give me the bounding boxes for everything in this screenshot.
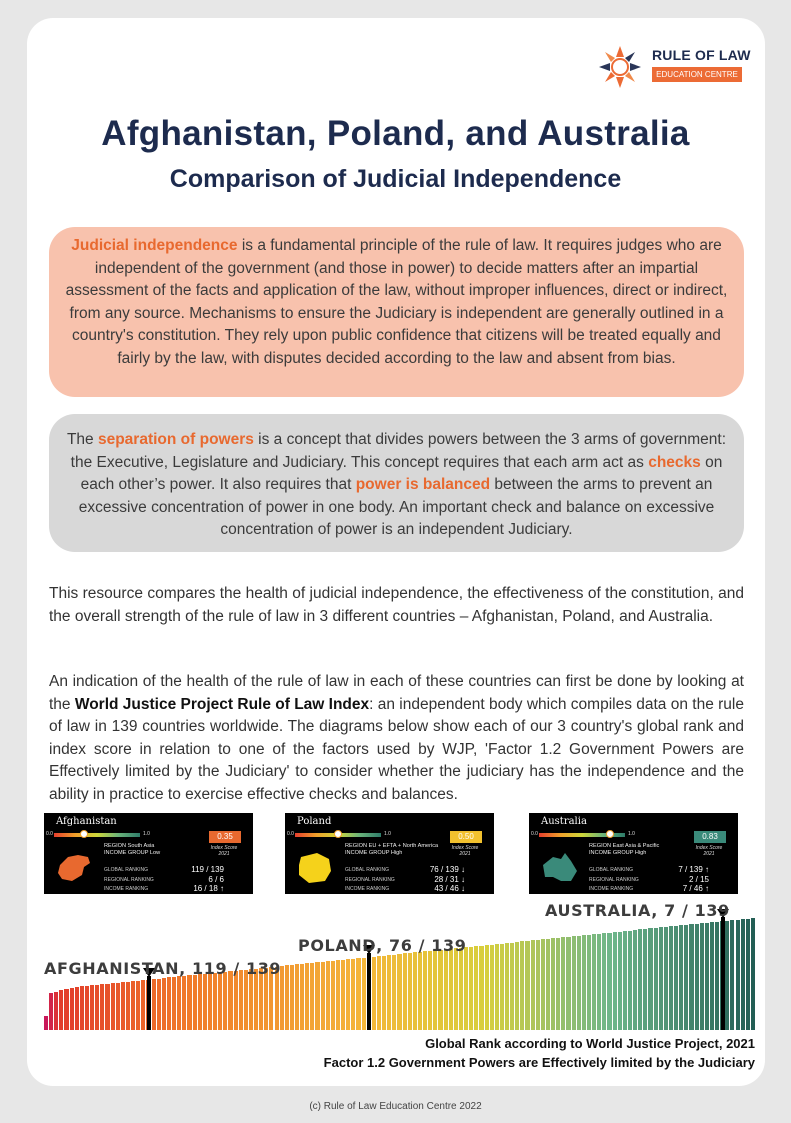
country-bar xyxy=(597,934,601,1030)
country-bar xyxy=(198,974,202,1030)
country-bar xyxy=(485,945,489,1030)
global-ranking-row xyxy=(104,867,224,873)
country-bar xyxy=(566,937,570,1030)
country-bar xyxy=(372,957,376,1030)
country-card-australia xyxy=(529,813,738,894)
country-bar xyxy=(172,977,176,1030)
country-bar xyxy=(90,985,94,1030)
country-bar xyxy=(561,937,565,1030)
regional-ranking-row xyxy=(589,877,709,883)
country-bar xyxy=(546,939,550,1030)
country-bar xyxy=(44,1016,48,1030)
country-bar xyxy=(397,954,401,1030)
country-bar xyxy=(592,934,596,1030)
regional-ranking-value: 6 / 6 xyxy=(208,875,224,884)
country-bar xyxy=(618,932,622,1030)
country-bar xyxy=(300,964,304,1030)
chart-caption-2: Factor 1.2 Government Powers are Effectively limited by the Judiciary xyxy=(323,1055,755,1070)
index-score-badge: 0.50 xyxy=(450,831,482,843)
country-bar xyxy=(638,929,642,1030)
country-bar xyxy=(684,925,688,1030)
country-bar xyxy=(643,929,647,1030)
country-bar xyxy=(331,961,335,1030)
regional-ranking-label: REGIONAL RANKING xyxy=(104,877,154,883)
box2-text-4: between the arms to prevent an excessive concentration of power in one body. An important check and balance on excessive concentration of power is an independent Judiciary. xyxy=(78,476,715,538)
box2-text-2: is a concept that divides powers between the 3 arms of government: the Executive, Legislature and Judiciary. This concept requires that each arm act as xyxy=(70,431,727,471)
country-bar xyxy=(438,950,442,1030)
footer: (c) Rule of Law Education Centre 2022 xyxy=(309,1101,482,1112)
country-bar xyxy=(413,952,417,1030)
logo xyxy=(596,43,751,87)
region-info xyxy=(345,843,438,857)
country-bar xyxy=(408,953,412,1030)
country-bar xyxy=(746,919,750,1030)
global-ranking-value: 7 / 139 ↑ xyxy=(678,865,709,874)
country-bar xyxy=(64,989,68,1030)
income-ranking-value: 16 / 18 ↑ xyxy=(193,884,224,893)
global-ranking-row xyxy=(589,867,709,873)
country-bar xyxy=(515,942,519,1030)
income-group-line: INCOME GROUP Low xyxy=(104,850,161,856)
country-bar xyxy=(193,975,197,1030)
regional-ranking-value: 2 / 15 xyxy=(688,875,709,884)
country-bar xyxy=(505,943,509,1030)
region-line: REGION EU + EFTA + North America xyxy=(345,843,439,849)
rank-marker-bar xyxy=(367,953,371,1030)
region-info xyxy=(589,843,659,857)
country-bar xyxy=(223,972,227,1030)
score-track xyxy=(54,833,140,837)
country-bar xyxy=(520,941,524,1030)
income-ranking-row xyxy=(589,886,709,892)
country-bar xyxy=(167,977,171,1030)
country-bar xyxy=(741,919,745,1030)
income-ranking-row xyxy=(104,886,224,892)
scale-max: 1.0 xyxy=(384,831,391,837)
country-bar xyxy=(239,970,243,1030)
country-bar xyxy=(131,981,135,1030)
country-bar xyxy=(531,940,535,1030)
country-bar xyxy=(75,987,79,1030)
country-bar xyxy=(444,949,448,1030)
country-bar xyxy=(244,970,248,1030)
index-score-label: Index Score 2021 xyxy=(210,845,238,857)
country-bar xyxy=(459,948,463,1030)
income-group-line: INCOME GROUP High xyxy=(589,850,647,856)
country-bar xyxy=(623,931,627,1030)
index-score-label: Index Score 2021 xyxy=(451,845,479,857)
country-bar xyxy=(377,956,381,1030)
income-ranking-label: INCOME RANKING xyxy=(589,886,634,892)
country-bar xyxy=(715,922,719,1030)
country-map-icon xyxy=(539,851,579,890)
country-bar xyxy=(587,935,591,1030)
income-ranking-label: INCOME RANKING xyxy=(104,886,149,892)
income-group-line: INCOME GROUP High xyxy=(345,850,403,856)
country-bar xyxy=(95,985,99,1030)
country-bar xyxy=(54,992,58,1030)
region-line: REGION South Asia xyxy=(104,843,155,849)
regional-ranking-label: REGIONAL RANKING xyxy=(345,877,395,883)
country-bar xyxy=(290,965,294,1030)
country-bar xyxy=(613,932,617,1030)
country-bar xyxy=(654,928,658,1030)
country-bar xyxy=(705,923,709,1030)
country-bar xyxy=(689,924,693,1030)
country-bar xyxy=(49,993,53,1030)
term-judicial-independence: Judicial independence xyxy=(71,237,238,254)
country-map-icon xyxy=(54,851,94,890)
scale-min: 0.0 xyxy=(287,831,294,837)
country-bar xyxy=(479,946,483,1030)
country-bar xyxy=(469,947,473,1030)
global-ranking-label: GLOBAL RANKING xyxy=(589,867,633,873)
country-bar xyxy=(285,965,289,1030)
intro-paragraph: This resource compares the health of judicial independence, the effectiveness of the constitution, and the overall strength of the rule of law in 3 different countries – Afghanistan, Poland, and Australia. xyxy=(49,585,744,625)
country-bar xyxy=(674,926,678,1030)
country-bar xyxy=(700,923,704,1030)
wjp-text-b: : an independent body which compiles data on the rule of law in 139 countries worldwide. The diagrams below show each of our 3 country's global rank and index score in relation to one of the factors used by WJP, 'Factor 1.2 Government Powers are Effectively limited by the Judiciary' to consider whether the judiciary has the independence and the ability in practice to exercise effective checks and balances. xyxy=(49,695,744,803)
country-bar xyxy=(351,959,355,1030)
country-bar xyxy=(177,976,181,1030)
global-ranking-value: 76 / 139 ↓ xyxy=(429,865,465,874)
country-name: Afghanistan xyxy=(56,816,117,827)
country-bar xyxy=(454,948,458,1030)
country-bar xyxy=(182,976,186,1030)
country-map-icon xyxy=(295,851,335,890)
country-bar xyxy=(85,986,89,1030)
country-bar xyxy=(551,938,555,1030)
country-bar xyxy=(423,951,427,1030)
country-bar xyxy=(356,958,360,1030)
index-score-badge: 0.83 xyxy=(694,831,726,843)
region-info xyxy=(104,843,160,857)
scale-min: 0.0 xyxy=(46,831,53,837)
country-bar xyxy=(695,924,699,1030)
country-bar xyxy=(541,939,545,1030)
country-bar xyxy=(121,982,125,1030)
country-bar xyxy=(100,984,104,1030)
country-bar xyxy=(346,959,350,1030)
country-bar xyxy=(382,956,386,1030)
judicial-independence-box xyxy=(49,227,744,397)
term-separation-of-powers: separation of powers xyxy=(97,431,254,448)
term-power-is-balanced: power is balanced xyxy=(355,476,491,493)
country-bar xyxy=(525,941,529,1030)
country-bar xyxy=(387,955,391,1030)
page-subtitle: Comparison of Judicial Independence xyxy=(169,165,622,193)
country-bar xyxy=(321,962,325,1030)
country-bar xyxy=(582,935,586,1030)
country-bar xyxy=(157,979,161,1030)
score-knob xyxy=(334,830,342,838)
country-bar xyxy=(433,950,437,1030)
wjp-text-a: An indication of the health of the rule of law in each of these countries can first be done by looking at the xyxy=(49,673,744,713)
rank-marker-bar xyxy=(721,917,725,1030)
country-bar xyxy=(341,960,345,1030)
country-bar xyxy=(326,961,330,1030)
wjp-index-name: World Justice Project Rule of Law Index xyxy=(74,695,370,713)
country-rank-label: AUSTRALIA, 7 / 139 xyxy=(545,901,730,920)
logo-title: RULE OF LAW xyxy=(652,47,751,63)
region-line: REGION East Asia & Pacific xyxy=(589,843,660,849)
country-bar xyxy=(152,979,156,1030)
country-bar xyxy=(111,983,115,1030)
country-bar xyxy=(208,973,212,1030)
country-bar xyxy=(218,972,222,1030)
wjp-paragraph xyxy=(49,671,744,806)
country-bar xyxy=(126,982,130,1030)
country-bar xyxy=(59,990,63,1030)
regional-ranking-row xyxy=(345,877,465,883)
country-bar xyxy=(162,978,166,1030)
chart-caption-1: Global Rank according to World Justice Project, 2021 xyxy=(425,1036,755,1051)
term-checks: checks xyxy=(648,453,701,471)
country-bar xyxy=(310,963,314,1030)
country-bar xyxy=(392,955,396,1030)
country-bar xyxy=(490,945,494,1030)
regional-ranking-label: REGIONAL RANKING xyxy=(589,877,639,883)
country-bar xyxy=(362,958,366,1030)
country-bar xyxy=(136,981,140,1030)
country-bar xyxy=(464,947,468,1030)
country-bar xyxy=(607,933,611,1030)
box2-text-1: The xyxy=(66,431,98,448)
country-bar xyxy=(234,971,238,1030)
country-bar xyxy=(510,943,514,1030)
page-title: Afghanistan, Poland, and Australia xyxy=(101,114,690,153)
country-bar xyxy=(428,951,432,1030)
country-bar xyxy=(141,980,145,1030)
country-bar xyxy=(105,984,109,1030)
country-bar xyxy=(449,949,453,1030)
country-bar xyxy=(295,964,299,1030)
country-bar xyxy=(403,953,407,1030)
regional-ranking-row xyxy=(104,877,224,883)
country-bar xyxy=(315,962,319,1030)
country-bar xyxy=(679,925,683,1030)
country-bar xyxy=(710,922,714,1030)
country-bar xyxy=(664,927,668,1030)
country-bar xyxy=(648,928,652,1030)
country-bar xyxy=(187,975,191,1030)
scale-max: 1.0 xyxy=(143,831,150,837)
country-bar xyxy=(602,933,606,1030)
income-ranking-value: 43 / 46 ↓ xyxy=(434,884,465,893)
country-card-poland xyxy=(285,813,494,894)
country-rank-label: AFGHANISTAN, 119 / 139 xyxy=(44,959,282,978)
logo-subtitle: EDUCATION CENTRE xyxy=(652,67,742,82)
country-bar xyxy=(418,952,422,1030)
country-bar xyxy=(213,973,217,1030)
country-bar xyxy=(633,930,637,1030)
country-bar xyxy=(725,921,729,1030)
global-ranking-row xyxy=(345,867,465,873)
country-bar xyxy=(730,920,734,1030)
country-bar xyxy=(70,988,74,1030)
country-bar xyxy=(628,931,632,1030)
index-score-badge: 0.35 xyxy=(209,831,241,843)
global-ranking-value: 119 / 139 xyxy=(191,865,224,874)
country-bar xyxy=(336,960,340,1030)
box2-text-3: on each other’s power. It also requires that xyxy=(80,453,723,493)
country-bar xyxy=(572,936,576,1030)
country-bar xyxy=(495,944,499,1030)
box1-text: is a fundamental principle of the rule of law. It requires judges who are independent of the government (and those in power) to decide matters after an impartial assessment of the facts and application of the law, without improper influences, direct or indirect, from any source. Mechanisms to ensure the Judiciary is independent are generally outlined in a country's constitution. They rely upon public confidence that citizens will be treated equally and fairly by the law, with disputes decided according to the law and absent from bias. xyxy=(65,237,728,367)
country-bar xyxy=(577,936,581,1030)
country-bar xyxy=(249,969,253,1030)
income-ranking-label: INCOME RANKING xyxy=(345,886,390,892)
country-bar xyxy=(305,963,309,1030)
country-bar xyxy=(736,920,740,1030)
global-ranking-label: GLOBAL RANKING xyxy=(345,867,389,873)
country-bar xyxy=(751,918,755,1030)
regional-ranking-value: 28 / 31 ↓ xyxy=(434,875,465,884)
index-score-label: Index Score 2021 xyxy=(695,845,723,857)
global-ranking-label: GLOBAL RANKING xyxy=(104,867,148,873)
income-ranking-row xyxy=(345,886,465,892)
rank-marker-bar xyxy=(147,976,151,1030)
scale-max: 1.0 xyxy=(628,831,635,837)
country-bar xyxy=(556,938,560,1030)
country-bar xyxy=(80,986,84,1030)
country-bar xyxy=(669,926,673,1030)
country-name: Poland xyxy=(297,816,332,827)
country-bar xyxy=(203,974,207,1030)
country-card-afghanistan xyxy=(44,813,253,894)
country-bar xyxy=(474,946,478,1030)
income-ranking-value: 7 / 46 ↑ xyxy=(682,884,709,893)
scale-min: 0.0 xyxy=(531,831,538,837)
star-burst-icon xyxy=(596,43,644,91)
separation-of-powers-box xyxy=(49,414,744,552)
country-rank-label: POLAND, 76 / 139 xyxy=(298,936,467,955)
country-bar xyxy=(536,940,540,1030)
country-bar xyxy=(659,927,663,1030)
country-bar xyxy=(500,944,504,1030)
country-bar xyxy=(228,971,232,1030)
country-bar xyxy=(116,983,120,1030)
country-name: Australia xyxy=(541,816,587,827)
